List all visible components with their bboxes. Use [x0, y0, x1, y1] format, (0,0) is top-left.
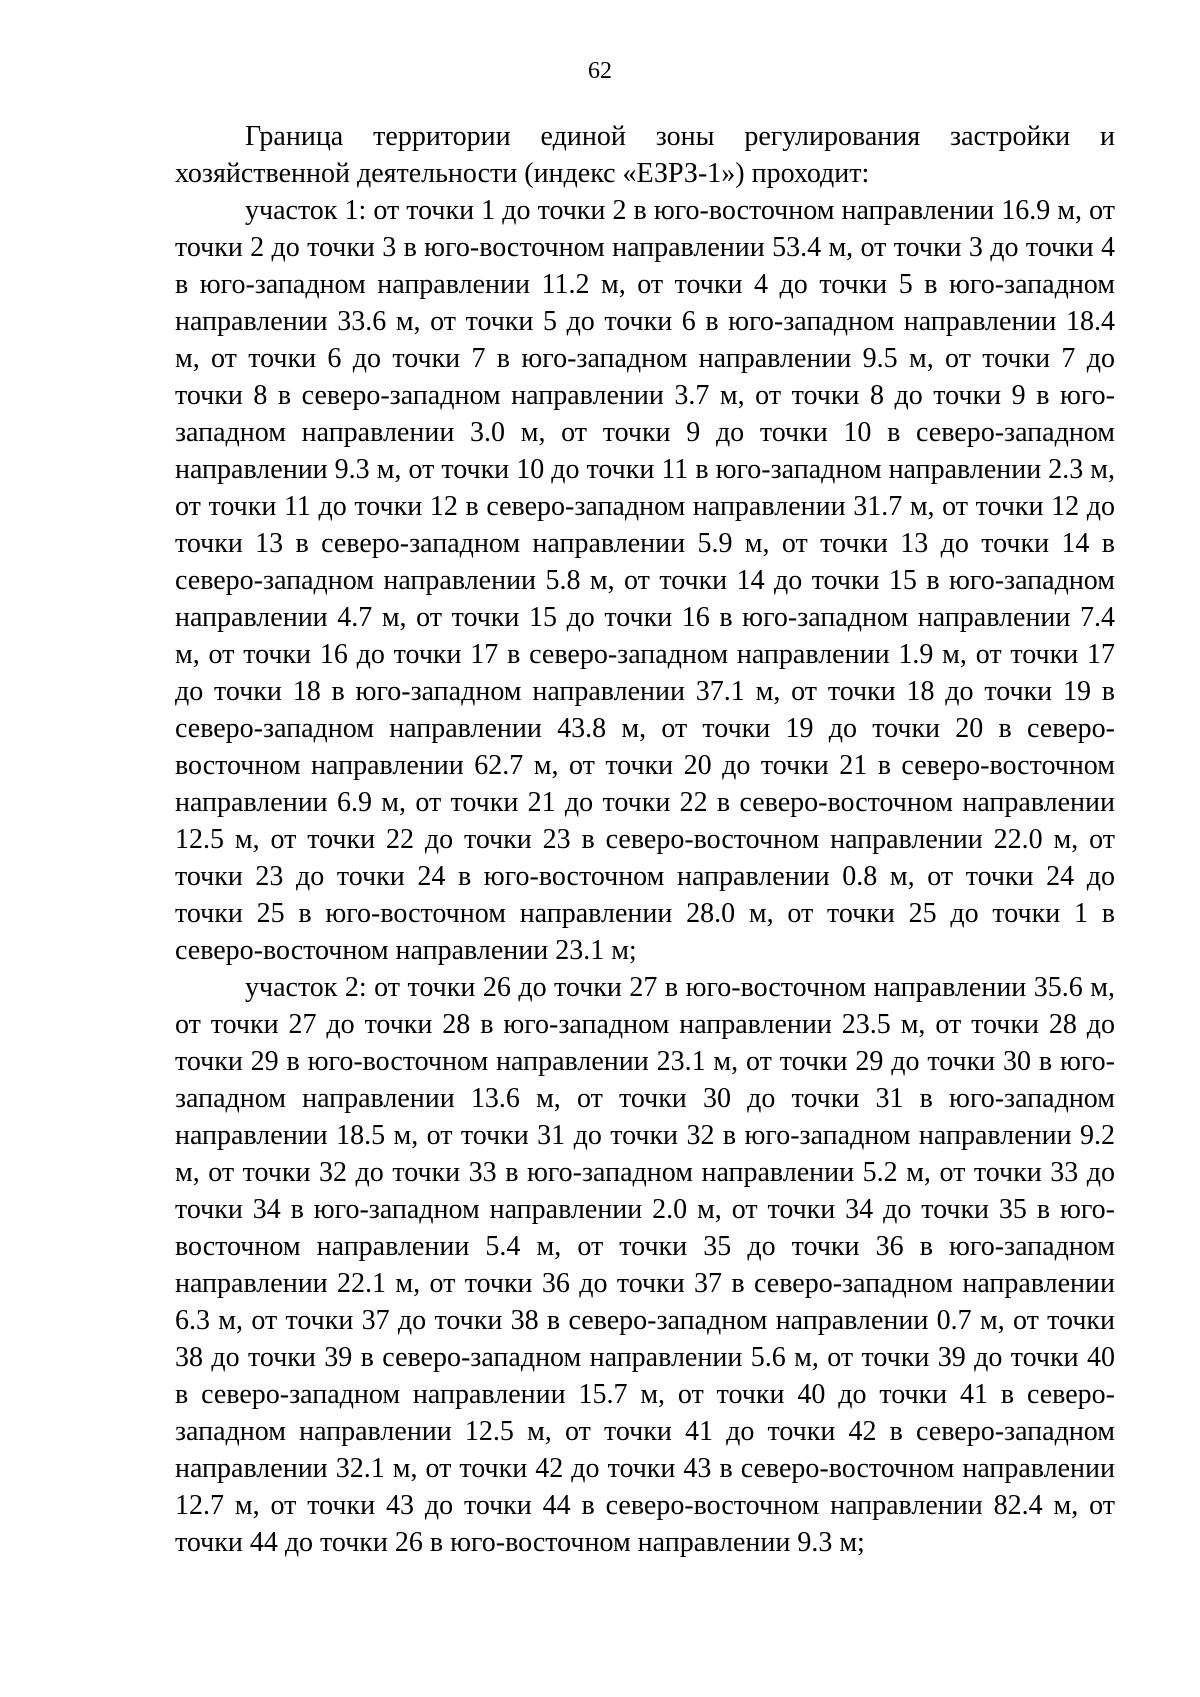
section-1-paragraph: участок 1: от точки 1 до точки 2 в юго-восточном направлении 16.9 м, от точки 2 до точки 3 в юго-восточном направлении 53.4 м, от точки 3 до точки 4 в юго-западном направлении 11.2 м, от точки 4 до точки 5 в юго-западном направлении 33.6 м, от точки 5 до точки 6 в юго-западном направлении 18.4 м, от точки 6 до точки 7 в юго-западном направлении 9.5 м, от точки 7 до точки 8 в северо-западном направлении 3.7 м, от точки 8 до точки 9 в юго-западном направлении 3.0 м, от точки 9 до точки 10 в северо-западном направлении 9.3 м, от точки 10 до точки 11 в юго-западном направлении 2.3 м, от точки 11 до точки 12 в северо-западном направлении 31.7 м, от точки 12 до точки 13 в северо-западном направлении 5.9 м, от точки 13 до точки 14 в северо-западном направлении 5.8 м, от точки 14 до точки 15 в юго-западном направлении 4.7 м, от точки 15 до точки 16 в юго-западном направлении 7.4 м, от точки 16 до точки 17 в северо-западном направлении 1.9 м, от точки 17 до точки 18 в юго-западном направлении 37.1 м, от точки 18 до точки 19 в северо-западном направлении 43.8 м, от точки 19 до точки 20 в северо-восточном направлении 62.7 м, от точки 20 до точки 21 в северо-восточном направлении 6.9 м, от точки 21 до точки 22 в северо-восточном направлении 12.5 м, от точки 22 до точки 23 в северо-восточном направлении 22.0 м, от точки 23 до точки 24 в юго-восточном направлении 0.8 м, от точки 24 до точки 25 в юго-восточном направлении 28.0 м, от точки 25 до точки 1 в северо-восточном направлении 23.1 м;	[175, 195, 1115, 966]
document-body	[175, 118, 1115, 1561]
intro-paragraph: Граница территории единой зоны регулирования застройки и хозяйственной деятельности (индекс «ЕЗРЗ-1») проходит:	[175, 121, 1115, 189]
page-number: 62	[588, 58, 612, 84]
section-2-paragraph: участок 2: от точки 26 до точки 27 в юго-восточном направлении 35.6 м, от точки 27 до точки 28 в юго-западном направлении 23.5 м, от точки 28 до точки 29 в юго-восточном направлении 23.1 м, от точки 29 до точки 30 в юго-западном направлении 13.6 м, от точки 30 до точки 31 в юго-западном направлении 18.5 м, от точки 31 до точки 32 в юго-западном направлении 9.2 м, от точки 32 до точки 33 в юго-западном направлении 5.2 м, от точки 33 до точки 34 в юго-западном направлении 2.0 м, от точки 34 до точки 35 в юго-восточном направлении 5.4 м, от точки 35 до точки 36 в юго-западном направлении 22.1 м, от точки 36 до точки 37 в северо-западном направлении 6.3 м, от точки 37 до точки 38 в северо-западном направлении 0.7 м, от точки 38 до точки 39 в северо-западном направлении 5.6 м, от точки 39 до точки 40 в северо-западном направлении 15.7 м, от точки 40 до точки 41 в северо-западном направлении 12.5 м, от точки 41 до точки 42 в северо-западном направлении 32.1 м, от точки 42 до точки 43 в северо-восточном направлении 12.7 м, от точки 43 до точки 44 в северо-восточном направлении 82.4 м, от точки 44 до точки 26 в юго-восточном направлении 9.3 м;	[175, 972, 1115, 1558]
